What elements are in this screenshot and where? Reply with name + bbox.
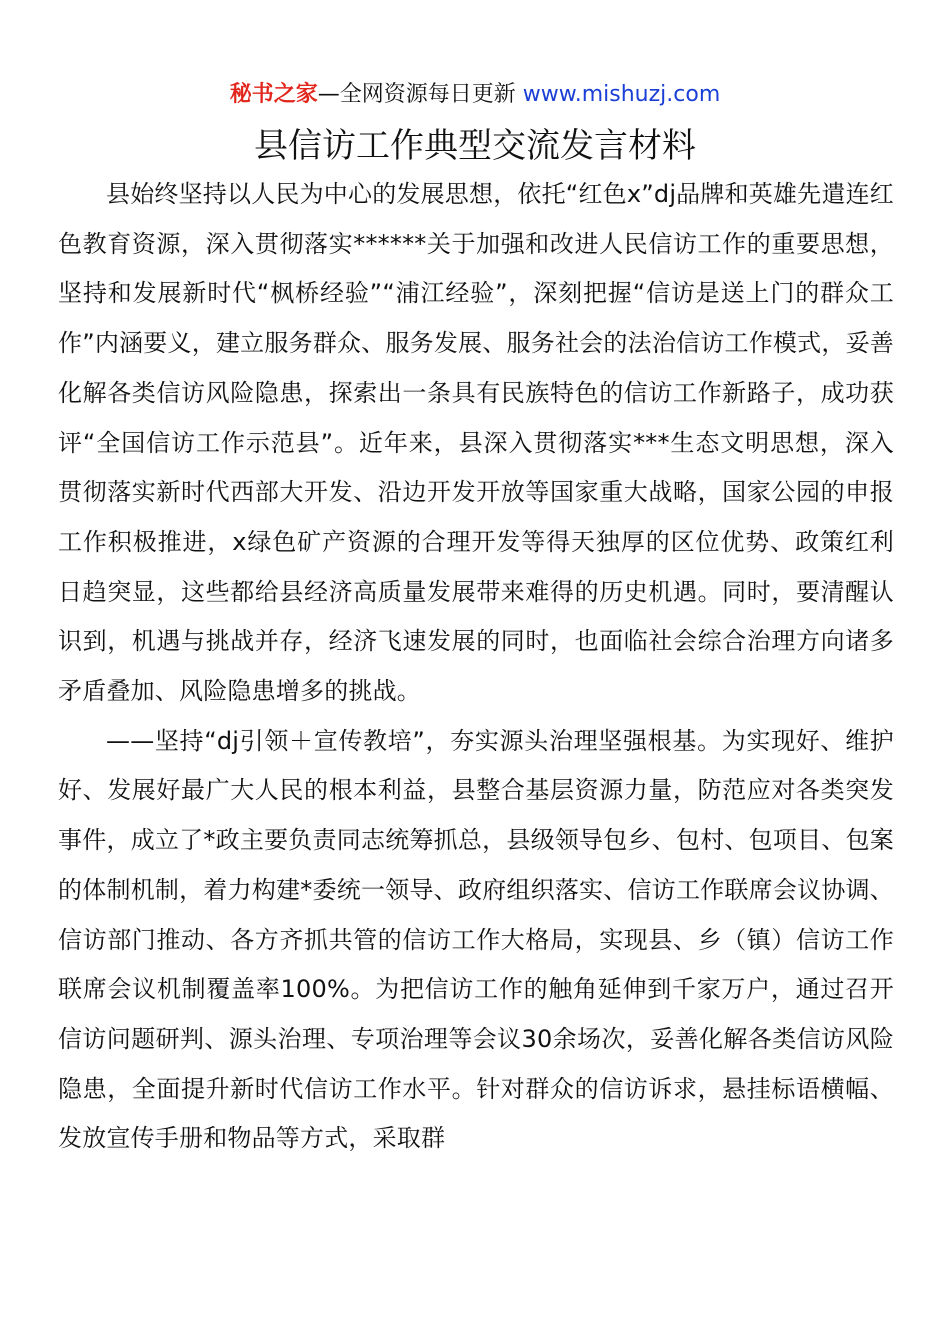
banner-tagline: —全网资源每日更新 — [317, 82, 523, 107]
paragraph-section-1: ——坚持“dj引领＋宣传教培”，夯实源头治理坚强根基。为实现好、维护好、发展好最广大人民的根本利益，县整合基层资源力量，防范应对各类突发事件，成立了*政主要负责同志统筹抓总，县级领导包乡、包村、包项目、包案的体制机制，着力构建*委统一领导、政府组织落实、信访工作联席会议协调、信访部门推动、各方齐抓共管的信访工作大格局，实现县、乡（镇）信访工作联席会议机制覆盖率100%。为把信访工作的触角延伸到千家万户，通过召开信访问题研判、源头治理、专项治理等会议30余场次，妥善化解各类信访风险隐患，全面提升新时代信访工作水平。针对群众的信访诉求，悬挂标语横幅、发放宣传手册和物品等方式，采取群 — [58, 726, 894, 1153]
document-title: 县信访工作典型交流发言材料 — [254, 126, 696, 166]
brand-name: 秘书之家 — [229, 82, 318, 107]
document-body — [58, 170, 894, 1164]
site-url-link[interactable]: www.mishuzj.com — [522, 82, 721, 107]
site-banner — [0, 80, 950, 110]
paragraph-intro: 县始终坚持以人民为中心的发展思想，依托“红色x”dj品牌和英雄先遣连红色教育资源，深入贯彻落实******关于加强和改进人民信访工作的重要思想，坚持和发展新时代“枫桥经验”“浦江经验”，深刻把握“信访是送上门的群众工作”内涵要义，建立服务群众、服务发展、服务社会的法治信访工作模式，妥善化解各类信访风险隐患，探索出一条具有民族特色的信访工作新路子，成功获评“全国信访工作示范县”。近年来，县深入贯彻落实***生态文明思想，深入贯彻落实新时代西部大开发、沿边开发开放等国家重大战略，国家公园的申报工作积极推进，x绿色矿产资源的合理开发等得天独厚的区位优势、政策红利日趋突显，这些都给县经济高质量发展带来难得的历史机遇。同时，要清醒认识到，机遇与挑战并存，经济飞速发展的同时，也面临社会综合治理方向诸多矛盾叠加、风险隐患增多的挑战。 — [58, 180, 894, 706]
